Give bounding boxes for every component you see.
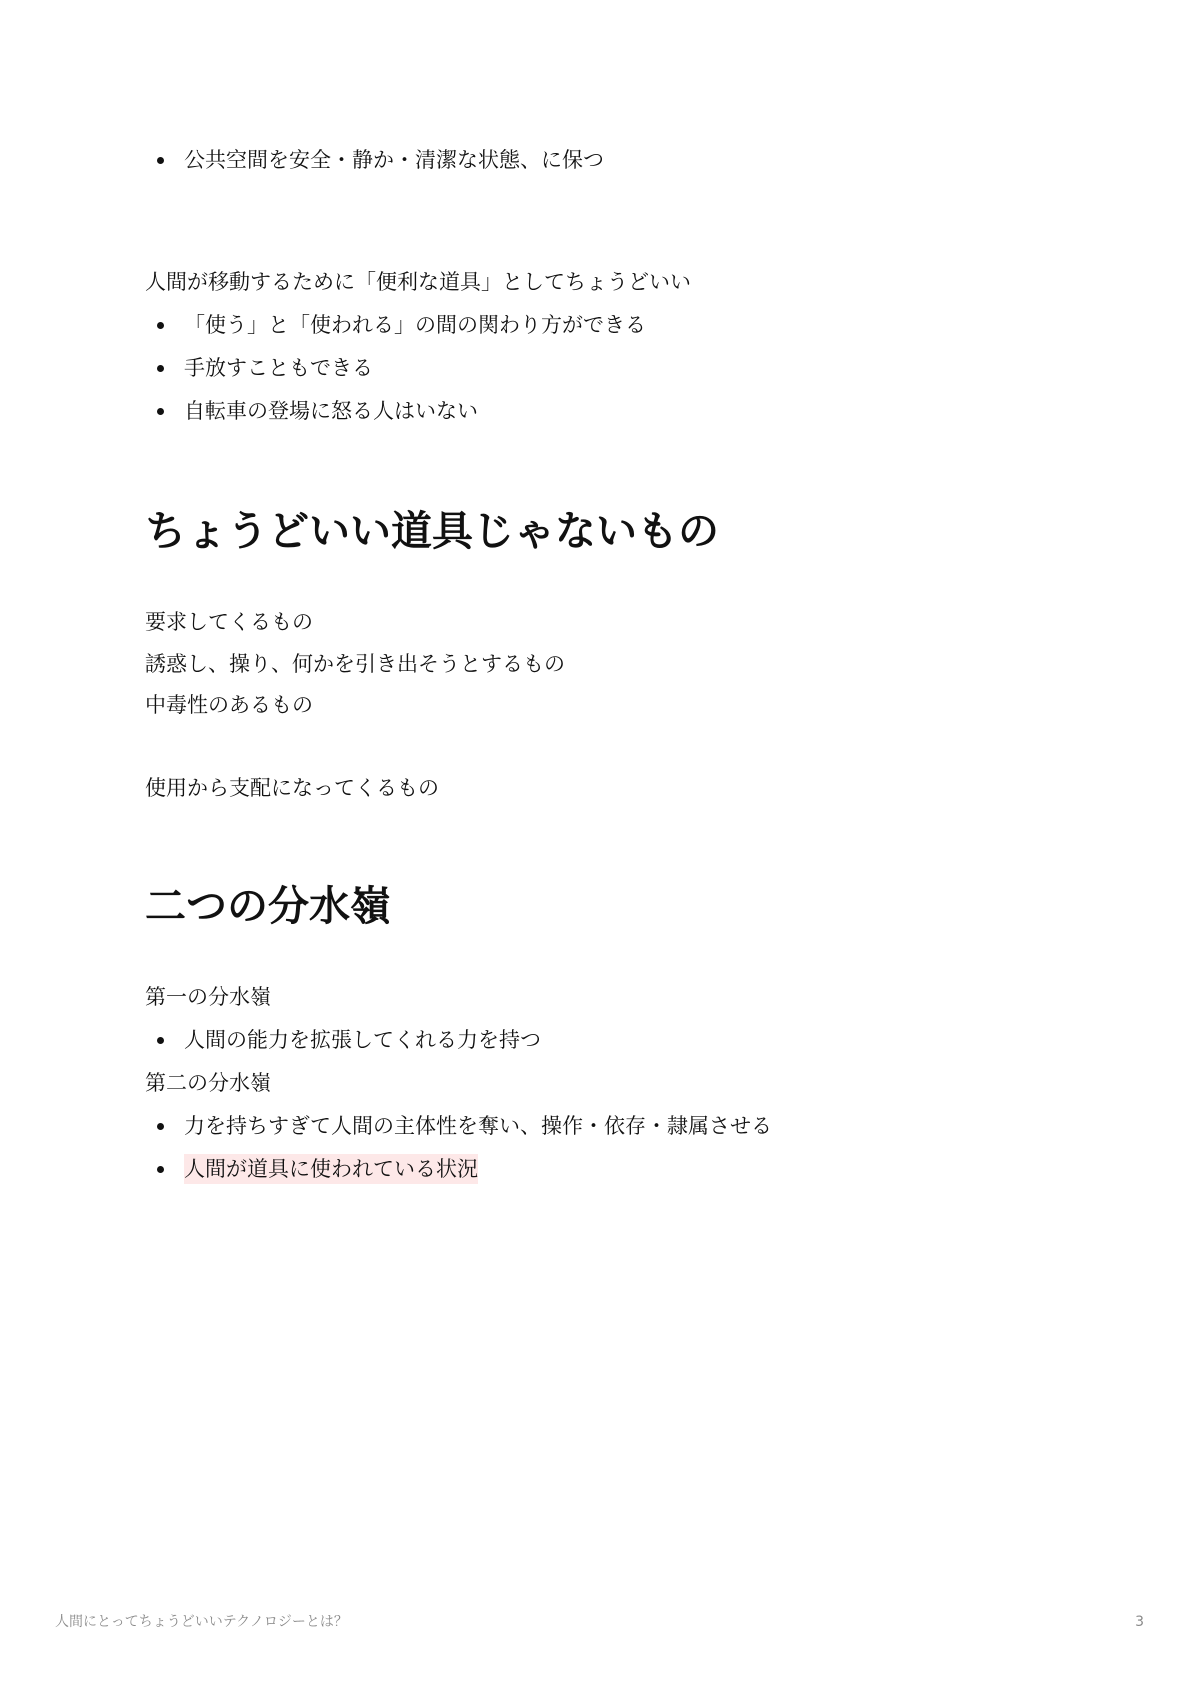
list-item-text: 手放すこともできる: [184, 356, 373, 380]
bullet-dot: [157, 1123, 164, 1130]
footer-title: 人間にとってちょうどいいテクノロジーとは？: [55, 1614, 348, 1630]
paragraph-intro: 人間が移動するために「便利な道具」としてちょうどいい: [145, 270, 691, 294]
list-item-text: 公共空間を安全・静か・清潔な状態、に保つ: [184, 148, 604, 172]
bullet-dot: [157, 1166, 164, 1173]
bullet-dot: [157, 157, 164, 164]
list-item-text: 「使う」と「使われる」の間の関わり方ができる: [184, 313, 646, 337]
paragraph-line: 誘惑し、操り、何かを引き出そうとするもの: [145, 652, 565, 676]
page-number: 3: [1135, 1614, 1144, 1630]
list-item-text: 人間の能力を拡張してくれる力を持つ: [184, 1028, 541, 1052]
section-heading: 二つの分水嶺: [145, 882, 391, 930]
paragraph-line: 使用から支配になってくるもの: [145, 776, 439, 800]
paragraph-line: 要求してくるもの: [145, 610, 313, 634]
paragraph-line: 中毒性のあるもの: [145, 693, 313, 717]
bullet-dot: [157, 1037, 164, 1044]
sub-label: 第二の分水嶺: [145, 1071, 271, 1095]
bullet-dot: [157, 365, 164, 372]
bullet-dot: [157, 322, 164, 329]
highlighted-text: 人間が道具に使われている状況: [184, 1154, 478, 1184]
sub-label: 第一の分水嶺: [145, 985, 271, 1009]
section-heading: ちょうどいい道具じゃないもの: [145, 507, 719, 555]
bullet-dot: [157, 408, 164, 415]
list-item-text: 力を持ちすぎて人間の主体性を奪い、操作・依存・隷属させる: [184, 1114, 772, 1138]
list-item-text: 自転車の登場に怒る人はいない: [184, 399, 478, 423]
